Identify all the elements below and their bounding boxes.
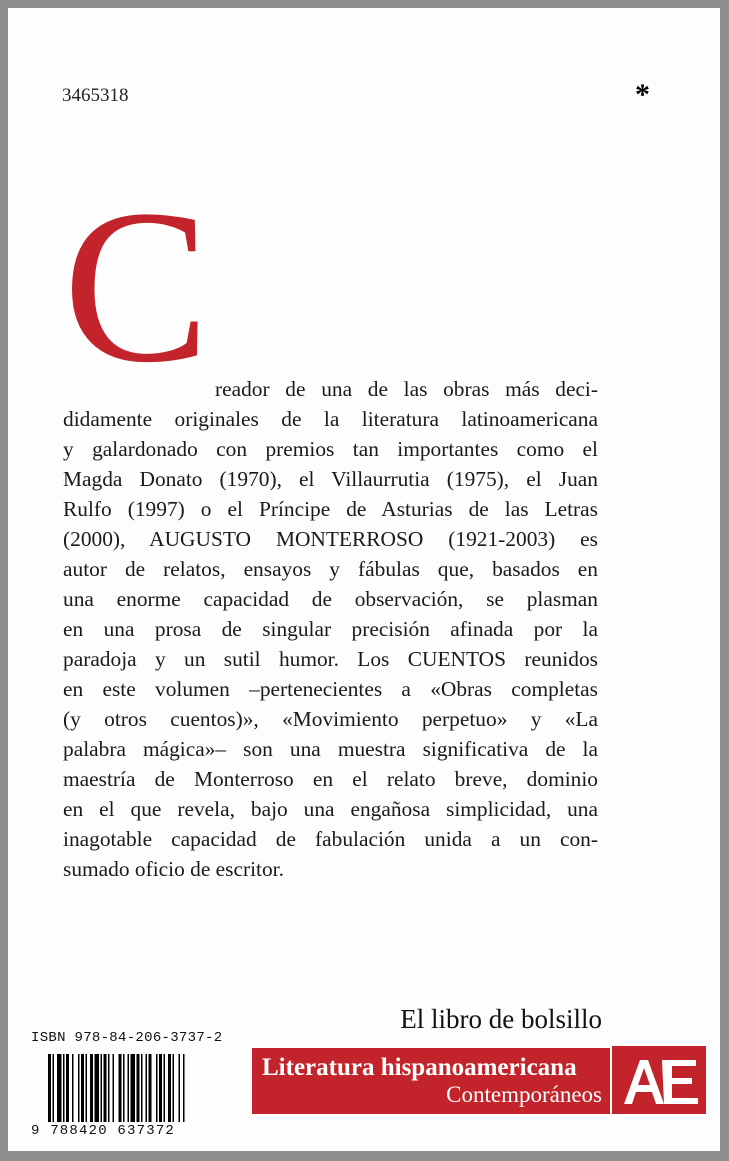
blurb-line: inagotable capacidad de fabulación unida a un con- [63, 827, 598, 851]
blurb-line: en este volumen –pertenecientes a «Obras completas [63, 677, 598, 701]
isbn-label: ISBN 978-84-206-3737-2 [31, 1030, 223, 1046]
asterisk-mark: * [635, 78, 650, 111]
barcode-digits: 9 788420 637372 [31, 1123, 176, 1139]
barcode [48, 1054, 228, 1122]
blurb-line: autor de relatos, ensayos y fábulas que, basados en [63, 557, 598, 581]
catalog-number: 3465318 [62, 85, 129, 106]
blurb-line: Rulfo (1997) o el Príncipe de Asturias de las Letras [63, 497, 598, 521]
blurb-line: sumado oficio de escritor. [63, 857, 284, 881]
blurb-line: maestría de Monterroso en el relato breve, dominio [63, 767, 598, 791]
blurb-line: en el que revela, bajo una engañosa simplicidad, una [63, 797, 598, 821]
blurb-line: paradoja y un sutil humor. Los CUENTOS reunidos [63, 647, 598, 671]
series-title: El libro de bolsillo [400, 1004, 602, 1034]
blurb-line: una enorme capacidad de observación, se plasman [63, 587, 598, 611]
blurb-line: (2000), AUGUSTO MONTERROSO (1921-2003) es [63, 527, 598, 551]
drop-cap: C [63, 164, 210, 408]
back-cover [8, 8, 720, 1151]
collection-title: Literatura hispanoamericana [262, 1054, 577, 1081]
blurb-line: (y otros cuentos)», «Movimiento perpetuo» y «La [63, 707, 598, 731]
blurb-line: didamente originales de la literatura latinoamericana [63, 407, 598, 431]
blurb-line: en una prosa de singular precisión afinada por la [63, 617, 598, 641]
collection-band [252, 1048, 610, 1114]
collection-subtitle: Contemporáneos [446, 1082, 602, 1107]
alianza-logo-icon [612, 1046, 706, 1114]
blurb-line: reador de una de las obras más deci- [215, 377, 598, 401]
blurb-line: palabra mágica»– son una muestra significativa de la [63, 737, 598, 761]
blurb-line: Magda Donato (1970), el Villaurrutia (1975), el Juan [63, 467, 598, 491]
blurb-line: y galardonado con premios tan importantes como el [63, 437, 598, 461]
